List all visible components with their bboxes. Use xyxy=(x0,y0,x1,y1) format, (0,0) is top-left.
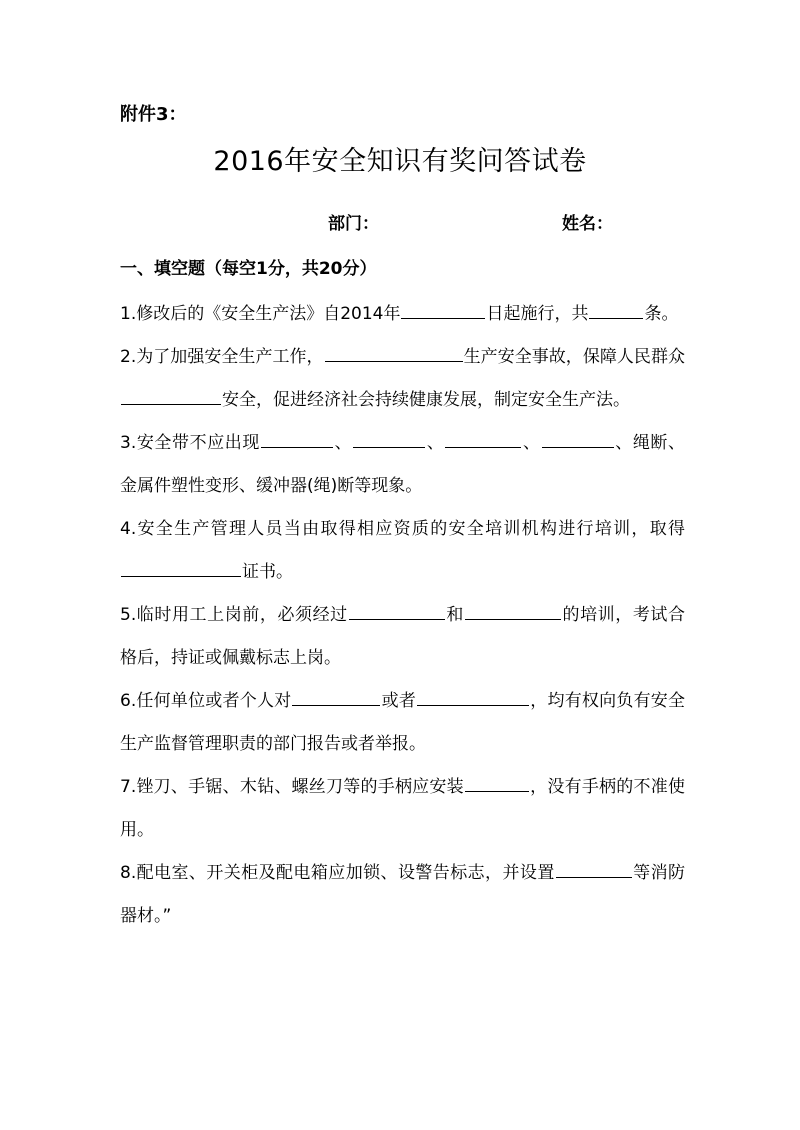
question-text: 5.临时用工上岗前，必须经过 xyxy=(120,605,348,625)
name-label: 姓名： xyxy=(562,214,613,234)
question-text: 2.为了加强安全生产工作， xyxy=(120,347,324,367)
answer-blank[interactable] xyxy=(401,302,485,319)
question-text: ，均有权向负有安全生产监督管理职责的部门报告或者举报。 xyxy=(120,691,685,754)
question-8 xyxy=(120,852,685,938)
question-text: 安全，促进经济社会持续健康发展，制定安全生产法。 xyxy=(222,390,630,410)
question-5 xyxy=(120,594,685,680)
question-text: 6.任何单位或者个人对 xyxy=(120,691,292,711)
section-heading: 一、填空题（每空1分，共20分） xyxy=(120,259,377,279)
question-text: 证书。 xyxy=(242,562,293,582)
question-text: 、 xyxy=(334,433,353,453)
answer-blank[interactable] xyxy=(445,431,521,448)
question-4 xyxy=(120,508,685,594)
answer-blank[interactable] xyxy=(556,861,632,878)
question-text: 4.安全生产管理人员当由取得相应资质的安全培训机构进行培训，取得 xyxy=(120,519,685,539)
question-6 xyxy=(120,680,685,766)
question-text: 或者 xyxy=(381,691,417,711)
answer-blank[interactable] xyxy=(325,345,463,362)
answer-blank[interactable] xyxy=(121,560,241,577)
answer-blank[interactable] xyxy=(349,603,445,620)
page-title: 2016年安全知识有奖问答试卷 xyxy=(213,146,587,177)
question-text: 生产安全事故，保障人民群众 xyxy=(463,347,685,367)
question-text: ，没有手柄的不准使用。 xyxy=(120,777,685,840)
question-text: 和 xyxy=(445,605,464,625)
question-1 xyxy=(120,293,685,336)
question-text: 的培训，考试合格后，持证或佩戴标志上岗。 xyxy=(120,605,685,668)
answer-blank[interactable] xyxy=(542,431,614,448)
answer-blank[interactable] xyxy=(589,302,643,319)
question-text: 1.修改后的《安全生产法》自2014年 xyxy=(120,304,401,324)
answer-blank[interactable] xyxy=(292,689,380,706)
question-2 xyxy=(120,336,685,422)
attachment-label: 附件3： xyxy=(120,104,187,125)
question-7 xyxy=(120,766,685,852)
answer-blank[interactable] xyxy=(261,431,333,448)
question-text: 日起施行，共 xyxy=(486,304,589,324)
question-text: 等消防器材。” xyxy=(120,863,686,926)
question-text: 、 xyxy=(426,433,445,453)
question-3 xyxy=(120,422,685,508)
answer-blank[interactable] xyxy=(465,775,529,792)
answer-blank[interactable] xyxy=(417,689,529,706)
question-text: 、 xyxy=(522,433,541,453)
answer-blank[interactable] xyxy=(353,431,425,448)
question-text: 、绳断、金属件塑性变形、缓冲器(绳)断等现象。 xyxy=(120,433,686,496)
question-text: 条。 xyxy=(644,304,679,324)
answer-blank[interactable] xyxy=(121,388,221,405)
question-list xyxy=(120,293,685,938)
question-text: 8.配电室、开关柜及配电箱应加锁、设警告标志，并设置 xyxy=(120,863,555,883)
department-label: 部门： xyxy=(328,214,379,234)
answer-blank[interactable] xyxy=(465,603,561,620)
question-text: 7.锉刀、手锯、木钻、螺丝刀等的手柄应安装 xyxy=(120,777,464,797)
question-text: 3.安全带不应出现 xyxy=(120,433,261,453)
